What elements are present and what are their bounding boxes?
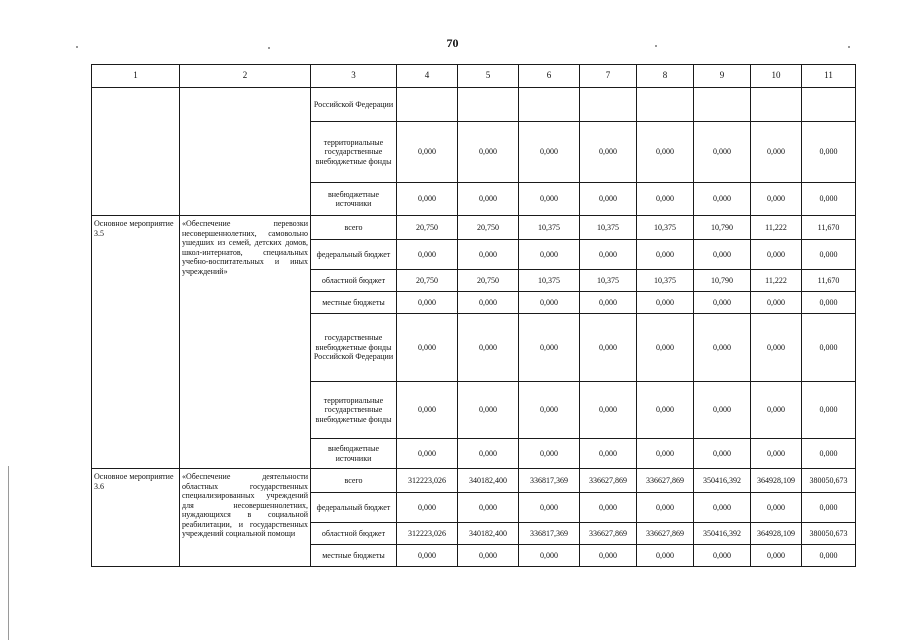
value-cell: 0,000: [637, 183, 694, 216]
value-cell: 0,000: [397, 122, 458, 183]
value-cell: 0,000: [397, 314, 458, 382]
description-cell: [180, 88, 311, 216]
value-cell: 0,000: [694, 314, 751, 382]
value-cell: 0,000: [458, 493, 519, 523]
value-cell: 0,000: [458, 314, 519, 382]
column-header: 1: [92, 65, 180, 88]
value-cell: 336627,869: [580, 469, 637, 493]
value-cell: 0,000: [580, 439, 637, 469]
value-cell: 11,222: [751, 270, 802, 292]
value-cell: [694, 88, 751, 122]
value-cell: 0,000: [637, 439, 694, 469]
value-cell: 0,000: [458, 545, 519, 567]
value-cell: 0,000: [751, 122, 802, 183]
funding-source-cell: внебюджетные источники: [311, 183, 397, 216]
value-cell: 0,000: [802, 122, 856, 183]
value-cell: 0,000: [580, 292, 637, 314]
value-cell: 0,000: [802, 439, 856, 469]
value-cell: 0,000: [694, 545, 751, 567]
funding-source-cell: территориальные государственные внебюджетные фонды: [311, 122, 397, 183]
funding-source-cell: местные бюджеты: [311, 545, 397, 567]
value-cell: 0,000: [694, 240, 751, 270]
value-cell: 0,000: [580, 545, 637, 567]
table-body: [92, 88, 856, 567]
value-cell: 0,000: [580, 314, 637, 382]
value-cell: 11,670: [802, 216, 856, 240]
value-cell: [802, 88, 856, 122]
value-cell: 0,000: [694, 382, 751, 439]
value-cell: 0,000: [802, 382, 856, 439]
funding-source-cell: областной бюджет: [311, 523, 397, 545]
value-cell: 0,000: [637, 382, 694, 439]
column-header: 3: [311, 65, 397, 88]
value-cell: 10,375: [519, 216, 580, 240]
table-row: [92, 88, 856, 122]
funding-source-cell: федеральный бюджет: [311, 240, 397, 270]
value-cell: 0,000: [637, 314, 694, 382]
value-cell: 0,000: [519, 240, 580, 270]
value-cell: 350416,392: [694, 469, 751, 493]
value-cell: 0,000: [397, 240, 458, 270]
value-cell: 0,000: [802, 292, 856, 314]
table-header: [92, 65, 856, 88]
value-cell: 0,000: [751, 545, 802, 567]
value-cell: 336627,869: [637, 523, 694, 545]
value-cell: 0,000: [580, 493, 637, 523]
value-cell: 0,000: [802, 493, 856, 523]
value-cell: 10,375: [580, 216, 637, 240]
funding-source-cell: территориальные государственные внебюджетные фонды: [311, 382, 397, 439]
value-cell: 0,000: [397, 439, 458, 469]
value-cell: [519, 88, 580, 122]
value-cell: 10,375: [519, 270, 580, 292]
value-cell: 340182,400: [458, 523, 519, 545]
value-cell: 0,000: [580, 122, 637, 183]
value-cell: 0,000: [519, 314, 580, 382]
funding-source-cell: Российской Федерации: [311, 88, 397, 122]
value-cell: 0,000: [580, 240, 637, 270]
value-cell: 0,000: [458, 439, 519, 469]
column-header: 4: [397, 65, 458, 88]
value-cell: 0,000: [802, 240, 856, 270]
value-cell: 364928,109: [751, 523, 802, 545]
budget-table: [91, 64, 856, 567]
header-row: [92, 65, 856, 88]
value-cell: [751, 88, 802, 122]
value-cell: 0,000: [694, 439, 751, 469]
value-cell: 11,222: [751, 216, 802, 240]
funding-source-cell: областной бюджет: [311, 270, 397, 292]
value-cell: 0,000: [751, 240, 802, 270]
value-cell: 0,000: [519, 382, 580, 439]
value-cell: 0,000: [802, 545, 856, 567]
column-header: 6: [519, 65, 580, 88]
value-cell: 380050,673: [802, 469, 856, 493]
value-cell: 0,000: [751, 493, 802, 523]
value-cell: 0,000: [580, 183, 637, 216]
funding-source-cell: внебюджетные источники: [311, 439, 397, 469]
value-cell: 350416,392: [694, 523, 751, 545]
funding-source-cell: федеральный бюджет: [311, 493, 397, 523]
value-cell: [458, 88, 519, 122]
value-cell: 0,000: [397, 382, 458, 439]
value-cell: 0,000: [458, 240, 519, 270]
value-cell: 0,000: [802, 314, 856, 382]
value-cell: 0,000: [637, 545, 694, 567]
value-cell: 0,000: [458, 122, 519, 183]
value-cell: 0,000: [637, 122, 694, 183]
value-cell: 20,750: [458, 270, 519, 292]
column-header: 2: [180, 65, 311, 88]
value-cell: 312223,026: [397, 469, 458, 493]
value-cell: 0,000: [580, 382, 637, 439]
column-header: 8: [637, 65, 694, 88]
value-cell: 10,375: [637, 216, 694, 240]
funding-source-cell: государственные внебюджетные фонды Российской Федерации: [311, 314, 397, 382]
value-cell: 11,670: [802, 270, 856, 292]
value-cell: 336627,869: [580, 523, 637, 545]
value-cell: 0,000: [694, 183, 751, 216]
value-cell: 0,000: [802, 183, 856, 216]
value-cell: 0,000: [519, 292, 580, 314]
funding-source-cell: всего: [311, 216, 397, 240]
value-cell: [580, 88, 637, 122]
value-cell: 0,000: [397, 183, 458, 216]
column-header: 7: [580, 65, 637, 88]
action-cell: Основное мероприятие 3.5: [92, 216, 180, 469]
value-cell: 0,000: [694, 292, 751, 314]
value-cell: 0,000: [694, 122, 751, 183]
value-cell: 10,375: [580, 270, 637, 292]
value-cell: 0,000: [397, 545, 458, 567]
value-cell: 0,000: [751, 439, 802, 469]
value-cell: 20,750: [397, 216, 458, 240]
value-cell: 10,790: [694, 216, 751, 240]
value-cell: 0,000: [519, 439, 580, 469]
value-cell: 10,790: [694, 270, 751, 292]
value-cell: 20,750: [458, 216, 519, 240]
value-cell: 0,000: [519, 493, 580, 523]
value-cell: 0,000: [458, 292, 519, 314]
value-cell: 0,000: [637, 493, 694, 523]
scan-margin-line: [8, 466, 9, 640]
value-cell: 0,000: [397, 493, 458, 523]
value-cell: 0,000: [751, 382, 802, 439]
value-cell: 336817,369: [519, 469, 580, 493]
action-cell: [92, 88, 180, 216]
value-cell: [397, 88, 458, 122]
value-cell: 0,000: [694, 493, 751, 523]
value-cell: 0,000: [751, 292, 802, 314]
funding-source-cell: всего: [311, 469, 397, 493]
column-header: 10: [751, 65, 802, 88]
description-cell: «Обеспечение перевозки несовершеннолетних, самовольно ушедших из семей, детских домов, школ-интернатов, специальных учебно-воспитательных и иных учреждений»: [180, 216, 311, 469]
value-cell: 0,000: [458, 382, 519, 439]
table-row: [92, 216, 856, 240]
table-row: [92, 469, 856, 493]
page-number: 70: [446, 36, 459, 50]
value-cell: 336817,369: [519, 523, 580, 545]
value-cell: 0,000: [751, 183, 802, 216]
value-cell: 380050,673: [802, 523, 856, 545]
value-cell: 340182,400: [458, 469, 519, 493]
description-cell: «Обеспечение деятельности областных государственных специализированных учреждений для несовершеннолетних, нуждающихся в социальной реабилитации, и государственных учреждений социальной помощи: [180, 469, 311, 567]
value-cell: 0,000: [519, 122, 580, 183]
value-cell: 336627,869: [637, 469, 694, 493]
value-cell: 0,000: [637, 240, 694, 270]
value-cell: 0,000: [751, 314, 802, 382]
action-cell: Основное мероприятие 3.6: [92, 469, 180, 567]
value-cell: 312223,026: [397, 523, 458, 545]
column-header: 5: [458, 65, 519, 88]
value-cell: [637, 88, 694, 122]
value-cell: 0,000: [458, 183, 519, 216]
column-header: 11: [802, 65, 856, 88]
value-cell: 0,000: [397, 292, 458, 314]
value-cell: 364928,109: [751, 469, 802, 493]
value-cell: 0,000: [519, 183, 580, 216]
value-cell: 20,750: [397, 270, 458, 292]
column-header: 9: [694, 65, 751, 88]
funding-source-cell: местные бюджеты: [311, 292, 397, 314]
value-cell: 0,000: [519, 545, 580, 567]
value-cell: 0,000: [637, 292, 694, 314]
value-cell: 10,375: [637, 270, 694, 292]
